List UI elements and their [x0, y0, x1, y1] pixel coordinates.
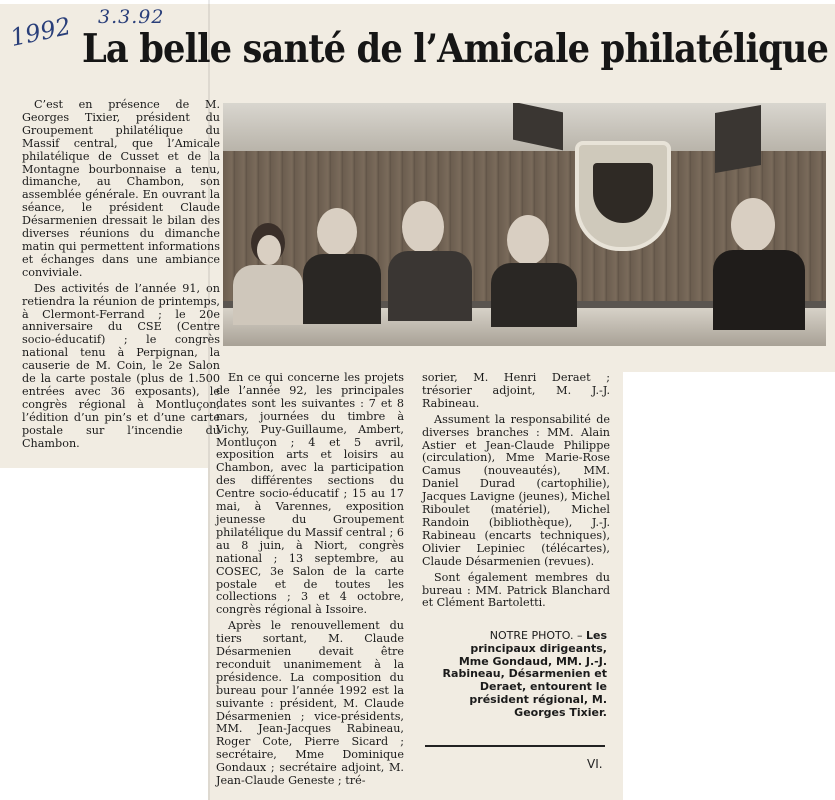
paragraph: Sont également membres du bureau : MM. Patrick Blanchard et Clément Bartoletti. [422, 570, 610, 610]
paragraph: Après le renouvellement du tiers sortant, M. Claude Désarmenien devait être reconduit unanimement à la présidence. La composition du bureau pour l’année 1992 est la suivante : président, M. Claude Désarmenien ; vice-présidents, MM. Jean-Jacques Rabineau, Roger Cote, Pierre Sicard ; secrétaire, Mme Dominique Gondaux ; secrétaire adjoint, M. Jean-Claude Geneste ; tré- [216, 619, 404, 788]
paragraph: Assument la responsabilité de diverses branches : MM. Alain Astier et Jean-Claude Philippe (circulation), Mme Marie-Rose Camus (nouveautés), MM. Daniel Durad (cartophilie), Jacques Lavigne (jeunes), Michel Riboulet (matériel), Michel Randoin (bibliothèque), J.-J. Rabineau (encarts techniques), Olivier Lepiniec (télécartes), Claude Désarmenien (revues). [422, 412, 610, 568]
end-rule [425, 745, 605, 747]
group-photo [223, 103, 826, 346]
page-margin-left [0, 468, 208, 800]
handwritten-year: 1992 [7, 11, 74, 53]
photo-caption [437, 630, 607, 720]
article-column-3 [422, 372, 610, 613]
article-column-2 [216, 372, 404, 791]
page-margin-top [0, 0, 835, 4]
caption-text: Les principaux dirigeants, Mme Gondaud, MM. J.-J. Rabineau, Désarmenien et Deraet, entourent le président régional, M. Georges Tixier. [442, 629, 607, 719]
page-marker: VI. [587, 757, 603, 771]
article-column-1 [22, 99, 220, 453]
paragraph: Des activités de l’année 91, on retiendra la réunion de printemps, à Clermont-Ferrand ; le 20e anniversaire du CSE (Centre socio-éducatif) ; le congrès national tenu à Perpignan, la causerie de M. Coin, le 2e Salon de la carte postale (plus de 1.500 entrées avec 36 exposants), le congrès régional à Montluçon, l’édition d’un pin’s et d’une carte postale sur l’incendie du Chambon. [22, 281, 220, 450]
paragraph: C’est en présence de M. Georges Tixier, président du Groupement philatélique du Massif central, que l’Amicale philatélique de Cusset et de la Montagne bourbonnaise a tenu, dimanche, au Chambon, son assemblée générale. En ouvrant la séance, le président Claude Désarmenien dressait le bilan des diverses réunions du dimanche matin qui permettent informations et échanges dans une ambiance conviviale. [22, 98, 220, 279]
handwritten-date: 3.3.92 [98, 6, 165, 28]
caption-lead: NOTRE PHOTO. – [489, 629, 583, 642]
coat-of-arms [575, 141, 671, 251]
flag-shape [715, 105, 761, 173]
paragraph: sorier, M. Henri Deraet ; trésorier adjoint, M. J.-J. Rabineau. [422, 371, 610, 410]
paragraph: En ce qui concerne les projets de l’année 92, les principales dates sont les suivantes : 7 et 8 mars, journées du timbre à Vichy, Puy-Guillaume, Ambert, Montluçon ; 4 et 5 avril, exposition arts et loisirs au Chambon, avec la participation des différentes sections du Centre socio-éducatif ; 15 au 17 mai, à Varennes, exposition jeunesse du Groupement philatélique du Massif central ; 6 au 8 juin, à Niort, congrès national ; 13 septembre, au COSEC, 3e Salon de la carte postale et de toutes les collections ; 3 et 4 octobre, congrès régional à Issoire. [216, 371, 404, 617]
page-margin-right [623, 372, 835, 800]
headline: La belle santé de l’Amicale philatélique [82, 26, 829, 72]
